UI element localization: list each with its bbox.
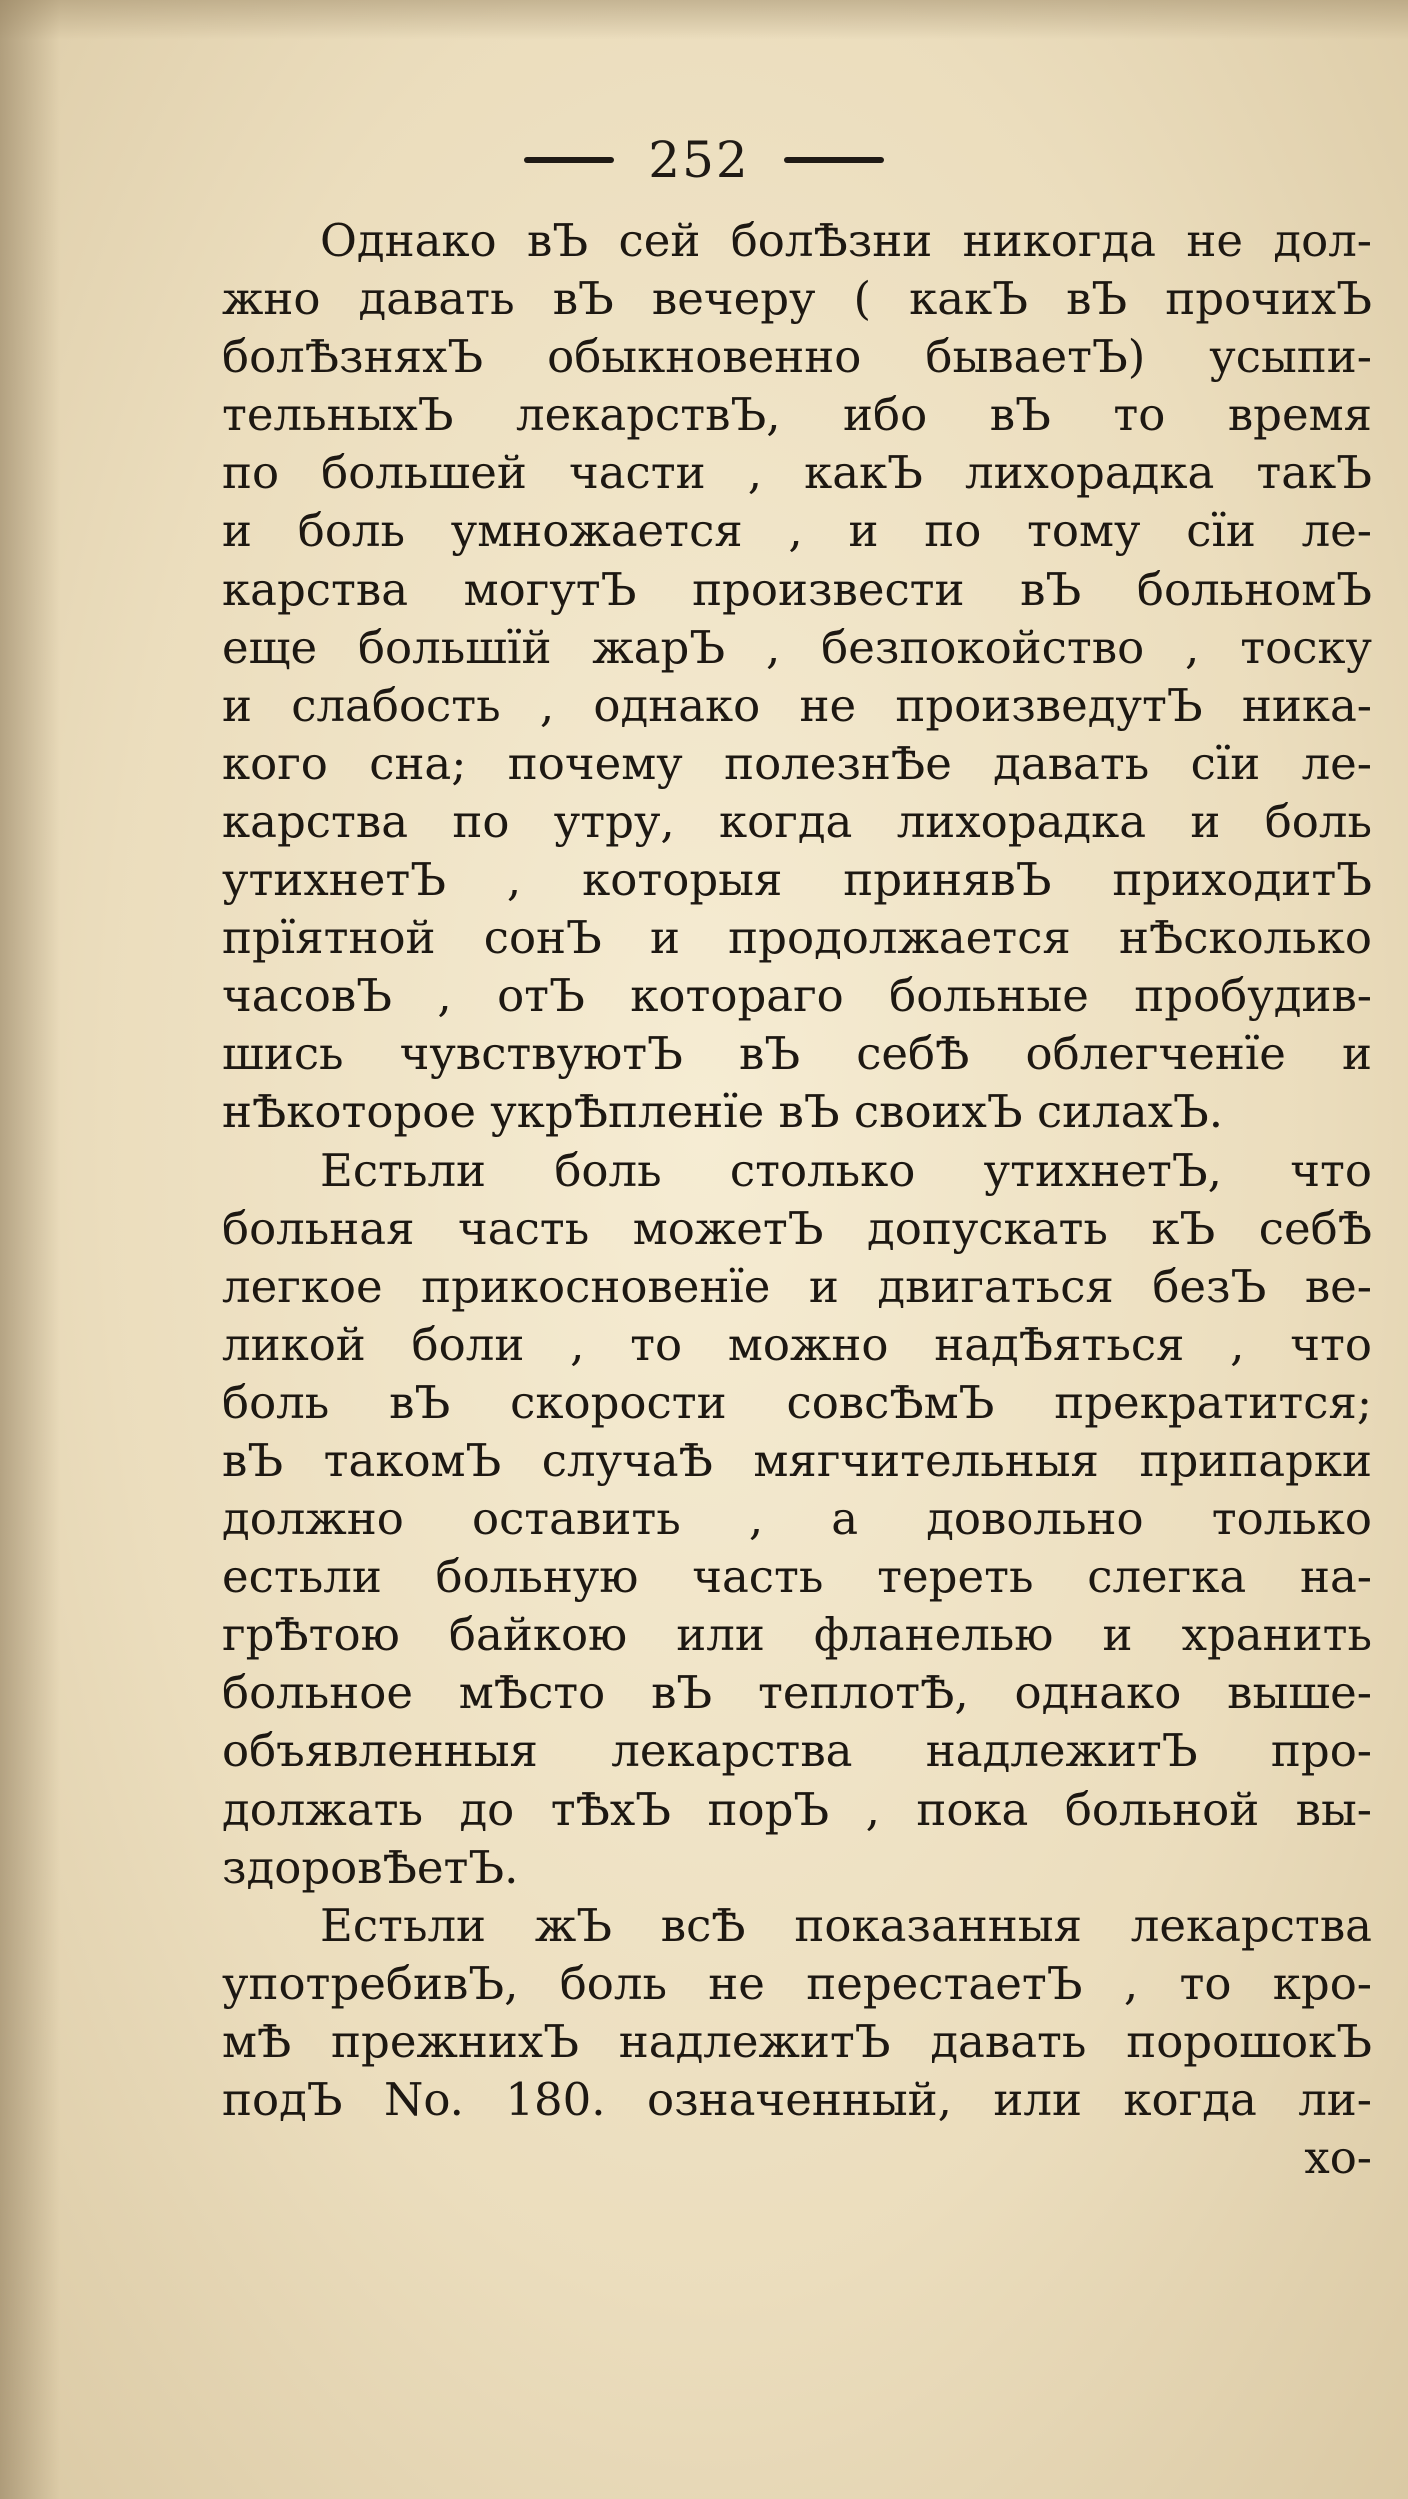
header-rule-right [784, 157, 884, 163]
text-line: по большей части , какЪ лихорадка такЪ [222, 446, 1372, 500]
text-line: болѢзняхЪ обыкновенно бываетЪ) усыпи- [222, 330, 1372, 384]
text-line: карства по утру, когда лихорадка и боль [222, 794, 1372, 848]
text-line: Естьли боль столько утихнетЪ, что [320, 1143, 1372, 1197]
text-line: карства могутЪ произвести вЪ больномЪ [222, 562, 1372, 616]
page-left-shadow [0, 0, 60, 2499]
text-line: часовЪ , отЪ котораго больные пробудив- [222, 969, 1372, 1023]
text-line: нѢкоторое укрѢпленїе вЪ своихЪ силахЪ. [222, 1085, 1224, 1139]
page-header [0, 130, 1408, 190]
text-line: тельныхЪ лекарствЪ, ибо вЪ то время [222, 388, 1372, 442]
text-line: объявленныя лекарства надлежитЪ про- [222, 1724, 1372, 1778]
text-line: грѢтою байкою или фланелью и хранить [222, 1608, 1372, 1662]
text-line: здоровѢетЪ. [222, 1840, 519, 1894]
text-line: еще большїй жарЪ , безпокойство , тоску [222, 620, 1372, 674]
text-line: больная часть можетЪ допускать кЪ себѢ [222, 1201, 1372, 1255]
text-line: шись чувствуютЪ вЪ себѢ облегченїе и [222, 1027, 1372, 1081]
page-top-shadow [0, 0, 1408, 40]
text-line: боль вЪ скорости совсѢмЪ прекратится; [222, 1375, 1372, 1429]
text-line: и слабость , однако не произведутЪ ника- [222, 678, 1372, 732]
text-line: ликой боли , то можно надѢяться , что [222, 1317, 1372, 1371]
text-line: Однако вЪ сей болѢзни никогда не дол- [320, 214, 1372, 267]
text-line: легкое прикосновенїе и двигаться безЪ ве- [222, 1259, 1372, 1313]
text-line: больное мѢсто вЪ теплотѢ, однако выше- [222, 1666, 1372, 1720]
page-number: 252 [648, 131, 750, 189]
text-line: употребивЪ, боль не перестаетЪ , то кро- [222, 1956, 1372, 2010]
header-rule-left [524, 157, 614, 163]
text-line: мѢ прежнихЪ надлежитЪ давать порошокЪ [222, 2014, 1372, 2068]
text-line: Естьли жЪ всѢ показанныя лекарства [320, 1898, 1372, 1952]
text-line: кого сна; почему полезнѢе давать сїи ле- [222, 736, 1372, 790]
text-line: естьли больную часть тереть слегка на- [222, 1550, 1372, 1604]
text-line: и боль умножается , и по тому сїи ле- [222, 504, 1372, 558]
text-line: вЪ такомЪ случаѢ мягчительныя припарки [222, 1433, 1372, 1487]
body-text [222, 212, 1372, 2187]
catchword: хо- [1304, 2131, 1372, 2185]
text-line: прїятной сонЪ и продолжается нѢсколько [222, 911, 1372, 965]
text-line: должно оставить , а довольно только [222, 1492, 1372, 1546]
text-line: утихнетЪ , которыя принявЪ приходитЪ [222, 853, 1372, 907]
text-line: должать до тѢхЪ порЪ , пока больной вы- [222, 1782, 1372, 1836]
text-line: подЪ No. 180. означенный, или когда ли- [222, 2073, 1372, 2126]
text-line: жно давать вЪ вечеру ( какЪ вЪ прочихЪ [222, 272, 1372, 326]
